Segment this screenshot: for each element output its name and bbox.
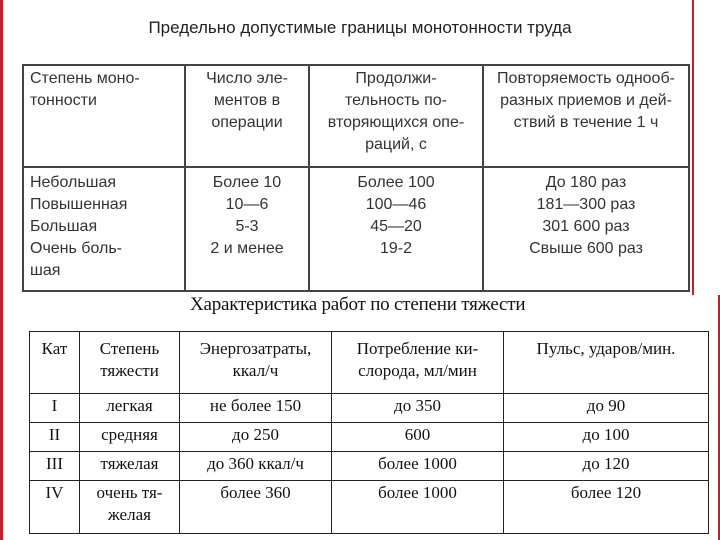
cell-oxygen: более 1000 — [332, 481, 504, 534]
cell-category: IV — [30, 481, 80, 534]
col-monotony-degree: Небольшая Повышенная Большая Очень боль- шая — [23, 167, 185, 291]
slide-border-right-upper — [692, 0, 694, 295]
severity-table-title: Характеристика работ по степени тяжести — [190, 294, 526, 315]
col-repetition: До 180 раз 181—300 раз 301 600 раз Свыше 600 раз — [483, 167, 689, 291]
header-pulse: Пульс, ударов/мин. — [504, 332, 709, 394]
header-severity-degree: Степень тяжести — [80, 332, 180, 394]
cell-energy: до 360 ккал/ч — [180, 452, 332, 481]
header-operation-duration: Продолжи- тельность по- вторяющихся опе- раций, с — [309, 65, 483, 167]
cell-energy: до 250 — [180, 423, 332, 452]
cell-severity: очень тя- желая — [80, 481, 180, 534]
header-energy: Энергозатраты, ккал/ч — [180, 332, 332, 394]
cell-energy: не более 150 — [180, 394, 332, 423]
table-row — [30, 394, 709, 423]
cell-pulse: до 100 — [504, 423, 709, 452]
col-elements-count: Более 10 10—6 5-3 2 и менее — [185, 167, 309, 291]
cell-pulse: более 120 — [504, 481, 709, 534]
col-operation-duration: Более 100 100—46 45—20 19-2 — [309, 167, 483, 291]
monotony-table-body-row — [23, 167, 689, 291]
cell-oxygen: 600 — [332, 423, 504, 452]
cell-pulse: до 120 — [504, 452, 709, 481]
table-row — [30, 481, 709, 534]
header-monotony-degree: Степень моно- тонности — [23, 65, 185, 167]
monotony-table-title: Предельно допустимые границы монотонности труда — [148, 18, 572, 37]
severity-table — [29, 331, 709, 534]
monotony-table — [22, 64, 690, 292]
cell-severity: легкая — [80, 394, 180, 423]
cell-pulse: до 90 — [504, 394, 709, 423]
cell-severity: средняя — [80, 423, 180, 452]
table-row — [30, 423, 709, 452]
cell-oxygen: до 350 — [332, 394, 504, 423]
cell-energy: более 360 — [180, 481, 332, 534]
header-category: Кат — [30, 332, 80, 394]
cell-oxygen: более 1000 — [332, 452, 504, 481]
header-repetition: Повторяемость однооб- разных приемов и дей- ствий в течение 1 ч — [483, 65, 689, 167]
slide-border-left — [0, 0, 3, 540]
cell-category: II — [30, 423, 80, 452]
severity-table-header-row — [30, 332, 709, 394]
cell-category: III — [30, 452, 80, 481]
header-elements-count: Число эле- ментов в операции — [185, 65, 309, 167]
cell-category: I — [30, 394, 80, 423]
header-oxygen: Потребление ки- слорода, мл/мин — [332, 332, 504, 394]
cell-severity: тяжелая — [80, 452, 180, 481]
monotony-table-header-row — [23, 65, 689, 167]
table-row — [30, 452, 709, 481]
